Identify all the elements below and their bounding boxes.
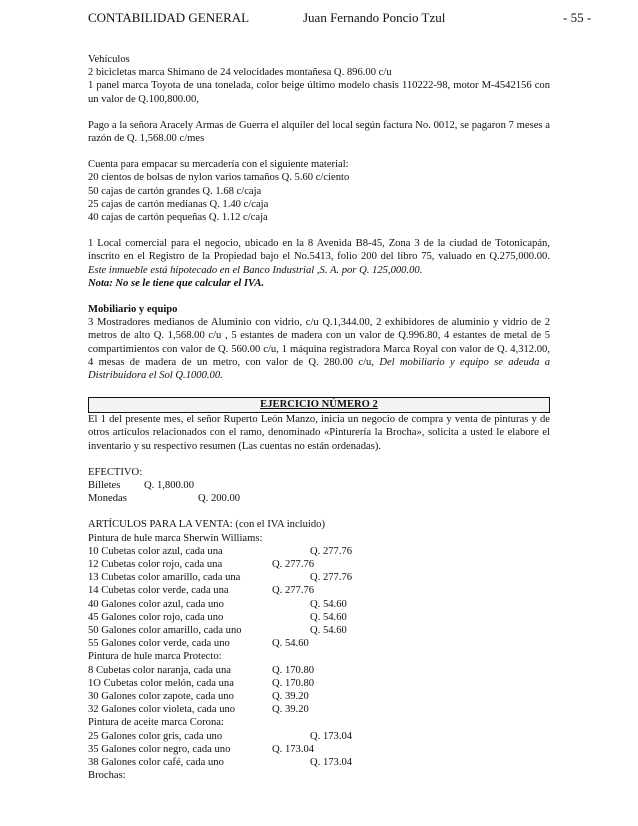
product-price: Q. 173.04: [272, 743, 315, 755]
vehiculos-line-1: 2 bicicletas marca Shimano de 24 velocidades montañesa Q. 896.00 c/u: [88, 67, 392, 79]
vehiculos-line-2: 1 panel marca Toyota de una tonelada, color beige último modelo chasis 110222-98, motor M-4542156 con un valor de Q.100,800.00,: [88, 80, 550, 105]
product-label: 10 Cubetas color azul, cada una: [88, 545, 223, 557]
product-row: [88, 690, 550, 703]
empaque-item: 25 cajas de cartón medianas Q. 1.40 c/caja: [88, 198, 269, 210]
header-course-title: CONTABILIDAD GENERAL: [88, 10, 250, 25]
articulos-title: ARTÍCULOS PARA LA VENTA: (con el IVA incluido): [88, 519, 325, 531]
product-label: 25 Galones color gris, cada uno: [88, 730, 223, 742]
product-label: 13 Cubetas color amarillo, cada una: [88, 572, 241, 584]
product-label: 14 Cubetas color verde, cada una: [88, 585, 229, 597]
product-label: 45 Galones color rojo, cada uno: [88, 611, 224, 623]
empaque-intro: Cuenta para empacar su mercadería con el siguiente material:: [88, 159, 349, 171]
product-price: Q. 54.60: [310, 611, 347, 623]
product-label: 30 Galones color zapote, cada uno: [88, 690, 234, 702]
product-label: 8 Cubetas color naranja, cada una: [88, 664, 231, 676]
mobiliario-text: 3 Mostradores medianos de Aluminio con vidrio, c/u Q.1,344.00, 2 exhibidores de aluminio y vidrio de 2 metros de alto Q. 1,568.00 c/u , 5 estantes de madera con un valor de Q.996.80, 4 estantes de metal de 5 compartimientos con valor de Q. 560.00 c/u, 1 máquina registradora Marca Royal con valor de Q. 4,312.00, 4 mesas de madera de un metro, con valor de Q. 280.00 c/u,: [88, 317, 550, 368]
brochas-title: Brochas:: [88, 770, 126, 782]
product-row: [88, 703, 550, 716]
exercise-title: EJERCICIO NÚMERO 2: [260, 399, 378, 411]
product-label: 1O Cubetas color melón, cada una: [88, 677, 234, 689]
product-label: 40 Galones color azul, cada uno: [88, 598, 224, 610]
product-price: Q. 170.80: [272, 664, 315, 676]
header-author: Juan Fernando Poncio Tzul: [303, 10, 446, 25]
product-price: Q. 173.04: [310, 730, 353, 742]
product-price: Q. 54.60: [272, 638, 309, 650]
product-row: [88, 558, 550, 571]
corona-title: Pintura de aceite marca Corona:: [88, 717, 224, 729]
product-price: Q. 39.20: [272, 690, 309, 702]
efectivo-title: EFECTIVO:: [88, 466, 143, 478]
mobiliario-debt-note: Del mobiliario y equipo se adeuda a Distribuidora el Sol Q.1000.00.: [88, 356, 550, 382]
product-row: [88, 611, 550, 624]
local-mortgage-note: Este inmueble está hipotecado en el Banco Industrial ,S. A. por Q. 125,000.00.: [88, 264, 423, 276]
exercise-title-box: [88, 397, 550, 413]
product-row: [88, 743, 550, 756]
exercise-statement: El 1 del presente mes, el señor Ruperto León Manzo, inicia un negocio de compra y venta de pinturas y de otros artículos relacionados con el ramo, denominado «Pinturería la Brocha», solicita a usted le elabore el inventario y su respectivo resumen (Las cuentas no están ordenadas).: [88, 414, 550, 452]
product-row: [88, 677, 550, 690]
efectivo-label: Billetes: [88, 480, 121, 492]
product-price: Q. 170.80: [272, 677, 315, 689]
product-price: Q. 54.60: [310, 624, 347, 636]
alquiler-paragraph: Pago a la señora Aracely Armas de Guerra el alquiler del local según factura No. 0012, se pagaron 7 meses a razón de Q. 1,568.00 c/mes: [88, 119, 550, 145]
efectivo-label: Monedas: [88, 493, 127, 505]
product-label: 50 Galones color amarillo, cada uno: [88, 624, 242, 636]
product-label: 35 Galones color negro, cada uno: [88, 743, 231, 755]
empaque-item: 40 cajas de cartón pequeñas Q. 1.12 c/caja: [88, 212, 268, 224]
product-row: [88, 598, 550, 611]
document-body: [88, 53, 550, 782]
product-price: Q. 277.76: [310, 545, 353, 557]
product-label: 32 Galones color violeta, cada uno: [88, 704, 236, 716]
local-iva-note: Nota: No se le tiene que calcular el IVA.: [88, 277, 265, 289]
efectivo-row: [88, 479, 550, 492]
product-price: Q. 54.60: [310, 598, 347, 610]
local-paragraph: [88, 237, 550, 277]
sherwin-title: Pintura de hule marca Sherwin Williams:: [88, 532, 263, 544]
product-price: Q. 277.76: [272, 585, 315, 597]
empaque-item: 50 cajas de cartón grandes Q. 1.68 c/caja: [88, 185, 262, 197]
mobiliario-title: Mobiliario y equipo: [88, 304, 178, 316]
product-price: Q. 173.04: [310, 756, 353, 768]
product-row: [88, 756, 550, 769]
product-row: [88, 624, 550, 637]
protecto-title: Pintura de hule marca Protecto:: [88, 651, 222, 663]
product-price: Q. 277.76: [272, 559, 315, 571]
product-row: [88, 545, 550, 558]
product-price: Q. 39.20: [272, 704, 309, 716]
efectivo-value: Q. 200.00: [198, 493, 241, 505]
empaque-item: 20 cientos de bolsas de nylon varios tamaños Q. 5.60 c/ciento: [88, 172, 350, 184]
product-label: 38 Galones color café, cada uno: [88, 756, 224, 768]
efectivo-row: [88, 492, 550, 505]
efectivo-value: Q. 1,800.00: [144, 480, 195, 492]
product-row: [88, 637, 550, 650]
header-page-number: - 55 -: [563, 10, 592, 25]
product-row: [88, 571, 550, 584]
product-row: [88, 664, 550, 677]
mobiliario-paragraph: [88, 316, 550, 382]
product-price: Q. 277.76: [310, 572, 353, 584]
local-text: 1 Local comercial para el negocio, ubicado en la 8 Avenida B8-45, Zona 3 de la ciudad de Totonicapán, inscrito en el Registro de la Propiedad bajo el No.5413, folio 200 del libro 75, valuado en Q.275,000.00.: [88, 238, 550, 263]
vehiculos-title: Vehículos: [88, 54, 130, 65]
product-row: [88, 730, 550, 743]
product-row: [88, 584, 550, 597]
product-label: 55 Galones color verde, cada uno: [88, 638, 230, 650]
product-label: 12 Cubetas color rojo, cada una: [88, 559, 223, 571]
